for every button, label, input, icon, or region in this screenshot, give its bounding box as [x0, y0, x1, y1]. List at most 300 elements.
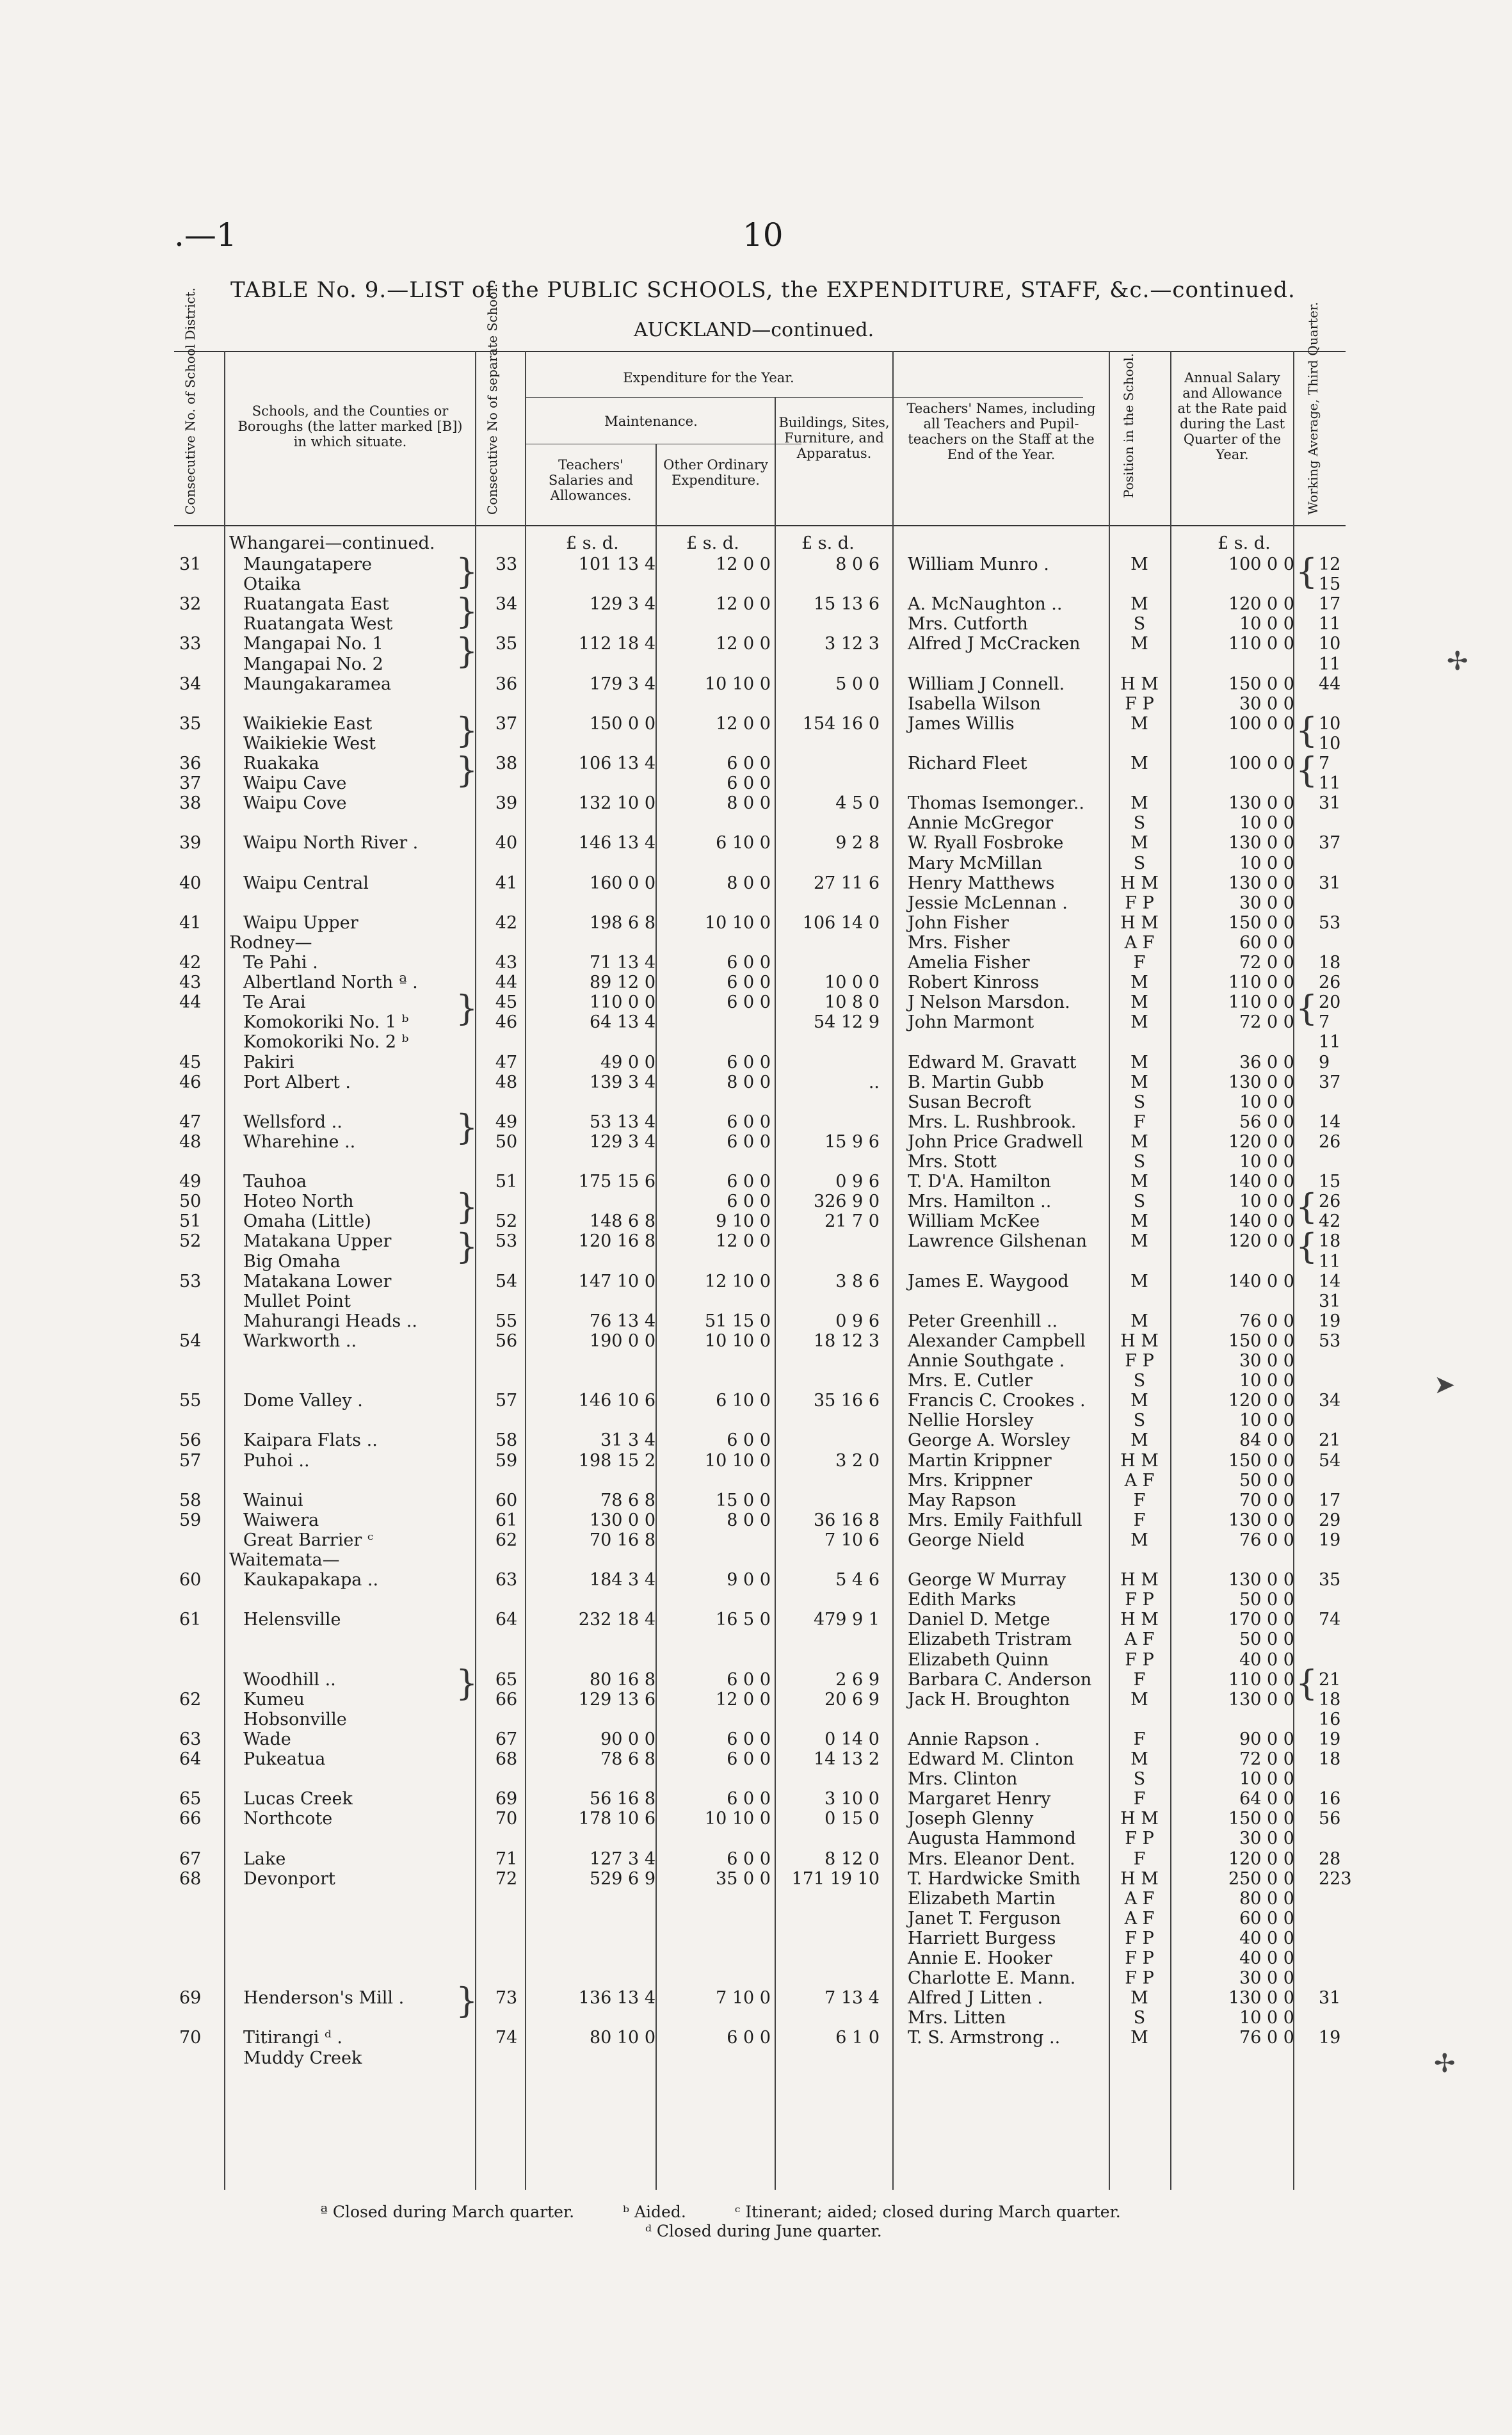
teachers-salaries-value: 130 0 0: [589, 1510, 655, 1530]
teacher-name: Mrs. Krippner: [908, 1470, 1033, 1491]
footnote-d: ᵈ Closed during June quarter.: [645, 2222, 882, 2240]
brace-icon: }: [456, 710, 478, 750]
other-expenditure-value: 8 0 0: [727, 793, 771, 814]
teacher-name: Mrs. Cutforth: [908, 614, 1028, 635]
header-working-average: Working Average, Third Quarter.: [1305, 302, 1321, 515]
separate-school-no: 43: [495, 953, 518, 973]
table-row: [174, 1411, 1346, 1430]
annual-salary-value: 150 0 0: [1228, 912, 1294, 933]
table-row: [174, 1789, 1346, 1809]
annual-salary-value: 40 0 0: [1239, 1928, 1294, 1948]
page-number: 10: [743, 216, 784, 254]
position-value: F P: [1125, 1649, 1154, 1670]
annual-salary-value: 80 0 0: [1239, 1888, 1294, 1909]
margin-mark-icon: ✢: [1434, 2049, 1456, 2078]
teacher-name: Charlotte E. Mann.: [908, 1968, 1076, 1989]
page-reference: .—1: [174, 216, 237, 254]
teacher-name: W. Ryall Fosbroke: [908, 833, 1064, 853]
position-value: S: [1133, 1152, 1146, 1172]
school-name: Mangapai No. 2: [243, 654, 383, 674]
other-expenditure-value: 12 0 0: [716, 554, 771, 574]
position-value: M: [1130, 1052, 1148, 1072]
position-value: F P: [1125, 1351, 1154, 1371]
annual-salary-value: 50 0 0: [1239, 1630, 1294, 1650]
teachers-salaries-value: 178 10 6: [578, 1809, 655, 1829]
school-name: Ruatangata East: [243, 594, 389, 615]
annual-salary-value: 10 0 0: [1239, 1769, 1294, 1790]
table-row: [174, 1909, 1346, 1929]
school-name: Lake: [243, 1848, 286, 1869]
other-expenditure-value: 6 0 0: [727, 1112, 771, 1132]
buildings-value: 7 10 6: [824, 1530, 880, 1550]
school-name: Wainui: [243, 1490, 303, 1510]
teacher-name: Annie McGregor: [908, 813, 1054, 834]
teachers-salaries-value: 190 0 0: [589, 1331, 655, 1351]
teachers-salaries-value: 184 3 4: [589, 1570, 655, 1590]
table-row: [174, 1710, 1346, 1729]
separate-school-no: 71: [495, 1848, 518, 1869]
teacher-name: John Fisher: [908, 912, 1009, 933]
separate-school-no: 44: [495, 973, 518, 993]
annual-salary-value: 10 0 0: [1239, 614, 1294, 635]
position-value: A F: [1124, 1630, 1155, 1650]
position-value: M: [1130, 1271, 1148, 1291]
school-name: Puhoi ..: [243, 1450, 310, 1471]
separate-school-no: 54: [495, 1271, 518, 1291]
working-average-value: 56: [1319, 1809, 1341, 1829]
separate-school-no: 38: [495, 754, 518, 773]
school-district-no: 48: [179, 1131, 202, 1152]
teachers-salaries-value: 146 13 4: [578, 833, 655, 853]
buildings-value: 3 8 6: [835, 1271, 880, 1291]
working-average-value: 37: [1319, 1072, 1341, 1092]
buildings-value: 14 13 2: [813, 1749, 880, 1769]
school-name: Big Omaha: [243, 1251, 341, 1272]
school-district-no: 53: [179, 1271, 202, 1291]
other-expenditure-value: 6 0 0: [727, 1172, 771, 1192]
table-row: [174, 1749, 1346, 1769]
teacher-name: Jessie McLennan .: [908, 893, 1068, 913]
annual-salary-value: 60 0 0: [1239, 1908, 1294, 1929]
school-district-no: 40: [179, 873, 202, 893]
annual-salary-value: 10 0 0: [1239, 1192, 1294, 1212]
margin-mark-icon: ✢: [1447, 647, 1468, 676]
position-value: F P: [1125, 1829, 1154, 1849]
annual-salary-value: 120 0 0: [1228, 1231, 1294, 1252]
position-value: S: [1133, 1092, 1146, 1112]
working-average-value: 17: [1319, 594, 1341, 615]
teachers-salaries-value: 90 0 0: [600, 1729, 655, 1749]
position-value: M: [1130, 1749, 1148, 1769]
position-value: M: [1130, 793, 1148, 814]
table-row: [174, 1650, 1346, 1670]
school-name: Mangapai No. 1: [243, 634, 383, 654]
working-average-value: 11: [1319, 1251, 1341, 1272]
separate-school-no: 62: [495, 1530, 518, 1550]
teachers-salaries-value: 78 6 8: [600, 1749, 655, 1769]
school-district-no: 68: [179, 1868, 202, 1889]
working-average-value: 31: [1319, 1988, 1341, 2009]
school-name: Pakiri: [243, 1052, 294, 1072]
working-average-value: 54: [1319, 1450, 1341, 1471]
school-district-no: 62: [179, 1689, 202, 1710]
brace-icon: }: [456, 551, 478, 592]
brace-icon: {: [1296, 1663, 1318, 1703]
other-expenditure-value: 6 10 0: [716, 833, 771, 853]
teacher-name: Alfred J Litten .: [908, 1988, 1043, 2009]
school-name: Woodhill ..: [243, 1669, 336, 1690]
table-row: [174, 913, 1346, 933]
teachers-salaries-value: 150 0 0: [589, 713, 655, 734]
teacher-name: Barbara C. Anderson: [908, 1669, 1092, 1690]
other-expenditure-value: 8 0 0: [727, 873, 771, 893]
table-row: [174, 873, 1346, 893]
position-value: M: [1130, 1430, 1148, 1451]
annual-salary-value: 130 0 0: [1228, 1072, 1294, 1092]
teacher-name: Annie E. Hooker: [908, 1948, 1052, 1968]
teachers-salaries-value: 175 15 6: [578, 1172, 655, 1192]
position-value: F: [1133, 1112, 1146, 1132]
school-name: Kumeu: [243, 1689, 305, 1710]
separate-school-no: 51: [495, 1172, 518, 1192]
table-row: [174, 1610, 1346, 1630]
position-value: H M: [1120, 1570, 1159, 1590]
teachers-salaries-value: 129 13 6: [578, 1689, 655, 1710]
table-row: [174, 1072, 1346, 1092]
table-row: [174, 1132, 1346, 1152]
working-average-value: 14: [1319, 1112, 1341, 1132]
position-value: H M: [1120, 1809, 1159, 1829]
brace-icon: }: [456, 1226, 478, 1266]
teachers-salaries-value: 198 15 2: [578, 1450, 655, 1471]
table-row: [174, 893, 1346, 913]
school-district-no: 63: [179, 1729, 202, 1749]
table-row: [174, 1948, 1346, 1968]
brace-icon: {: [1296, 1186, 1318, 1227]
working-average-value: 10: [1319, 733, 1341, 754]
teachers-salaries-value: 56 16 8: [589, 1789, 655, 1809]
annual-salary-value: 30 0 0: [1239, 693, 1294, 714]
teachers-salaries-value: 148 6 8: [589, 1211, 655, 1232]
table-row: [174, 1510, 1346, 1530]
position-value: F: [1133, 953, 1146, 973]
header-teachers-salaries: Teachers' Salaries and Allowances.: [548, 457, 634, 503]
separate-school-no: 56: [495, 1331, 518, 1351]
teacher-name: Joseph Glenny: [908, 1809, 1034, 1829]
school-district-no: 33: [179, 634, 202, 654]
school-name: Northcote: [243, 1809, 333, 1829]
position-value: A F: [1124, 1908, 1155, 1929]
separate-school-no: 67: [495, 1729, 518, 1749]
buildings-value: 18 12 3: [813, 1331, 880, 1351]
other-expenditure-value: 8 0 0: [727, 1510, 771, 1530]
separate-school-no: 55: [495, 1311, 518, 1331]
school-name: Helensville: [243, 1610, 341, 1630]
annual-salary-value: 130 0 0: [1228, 1570, 1294, 1590]
separate-school-no: 33: [495, 554, 518, 574]
position-value: M: [1130, 1012, 1148, 1033]
position-value: S: [1133, 813, 1146, 834]
working-average-value: 19: [1319, 1729, 1341, 1749]
working-average-value: 21: [1319, 1430, 1341, 1451]
annual-salary-value: 120 0 0: [1228, 1391, 1294, 1411]
position-value: F P: [1125, 1948, 1154, 1968]
table-row: [174, 614, 1346, 634]
annual-salary-value: 130 0 0: [1228, 1689, 1294, 1710]
teachers-salaries-value: 80 16 8: [589, 1669, 655, 1690]
buildings-value: 20 6 9: [824, 1689, 880, 1710]
working-average-value: 28: [1319, 1848, 1341, 1869]
school-name: Waipu Upper: [243, 912, 358, 933]
teacher-name: William Munro .: [908, 554, 1049, 574]
teacher-name: Elizabeth Quinn: [908, 1649, 1049, 1670]
brace-icon: }: [456, 1186, 478, 1227]
working-average-value: 16: [1319, 1709, 1341, 1729]
table-row: [174, 2048, 1346, 2068]
footnotes: [320, 2203, 1121, 2241]
separate-school-no: 64: [495, 1610, 518, 1630]
annual-salary-value: 10 0 0: [1239, 1371, 1294, 1391]
table-row: [174, 1053, 1346, 1072]
school-district-no: 36: [179, 754, 202, 773]
annual-salary-value: 110 0 0: [1228, 634, 1294, 654]
school-name: Port Albert .: [243, 1072, 351, 1092]
school-name: Mahurangi Heads ..: [243, 1311, 417, 1331]
working-average-value: 7: [1319, 754, 1330, 773]
position-value: S: [1133, 614, 1146, 635]
other-expenditure-value: 10 10 0: [704, 674, 771, 694]
school-district-no: 44: [179, 992, 202, 1013]
position-value: M: [1130, 992, 1148, 1013]
buildings-value: 6 1 0: [835, 2028, 880, 2048]
separate-school-no: 65: [495, 1669, 518, 1690]
buildings-value: 27 11 6: [813, 873, 880, 893]
teachers-salaries-value: 78 6 8: [600, 1490, 655, 1510]
buildings-value: 3 12 3: [824, 634, 880, 654]
position-value: H M: [1120, 674, 1159, 694]
table-row: [174, 1430, 1346, 1450]
table-row: [174, 2008, 1346, 2028]
annual-salary-value: 130 0 0: [1228, 1988, 1294, 2009]
section-whangarei: Whangarei—continued.: [229, 533, 435, 553]
teacher-name: George A. Worsley: [908, 1430, 1071, 1451]
teachers-salaries-value: 80 10 0: [589, 2028, 655, 2048]
separate-school-no: 73: [495, 1988, 518, 2009]
brace-icon: }: [456, 1107, 478, 1147]
annual-salary-value: 150 0 0: [1228, 1809, 1294, 1829]
teacher-name: Isabella Wilson: [908, 693, 1041, 714]
school-name: Waikiekie East: [243, 713, 373, 734]
position-value: M: [1130, 594, 1148, 615]
annual-salary-value: 10 0 0: [1239, 853, 1294, 873]
other-expenditure-value: 9 0 0: [727, 1570, 771, 1590]
header-separate-school: Consecutive No of separate School.: [485, 283, 500, 515]
annual-salary-value: 100 0 0: [1228, 754, 1294, 773]
school-name: Wellsford ..: [243, 1112, 342, 1132]
annual-salary-value: 10 0 0: [1239, 1411, 1294, 1431]
table-row: [174, 1491, 1346, 1510]
position-value: M: [1130, 1172, 1148, 1192]
teacher-name: T. S. Armstrong ..: [908, 2028, 1061, 2048]
table-subtitle: AUCKLAND—continued.: [634, 319, 874, 341]
other-expenditure-value: 6 0 0: [727, 1848, 771, 1869]
table-row: [174, 574, 1346, 594]
other-expenditure-value: 6 0 0: [727, 1052, 771, 1072]
school-district-no: 59: [179, 1510, 202, 1530]
teachers-salaries-value: 179 3 4: [589, 674, 655, 694]
other-expenditure-value: 6 0 0: [727, 1430, 771, 1451]
table-row: [174, 1929, 1346, 1948]
position-value: A F: [1124, 1888, 1155, 1909]
school-district-no: 41: [179, 912, 202, 933]
separate-school-no: 37: [495, 713, 518, 734]
teacher-name: Mrs. Clinton: [908, 1769, 1018, 1790]
working-average-value: 31: [1319, 1291, 1341, 1311]
school-district-no: 66: [179, 1809, 202, 1829]
separate-school-no: 60: [495, 1490, 518, 1510]
position-value: H M: [1120, 912, 1159, 933]
buildings-value: 479 9 1: [813, 1610, 880, 1630]
school-name: Kaukapakapa ..: [243, 1570, 379, 1590]
table-row: [174, 1769, 1346, 1789]
annual-salary-value: 150 0 0: [1228, 1450, 1294, 1471]
annual-salary-value: 10 0 0: [1239, 1092, 1294, 1112]
position-value: H M: [1120, 1868, 1159, 1889]
annual-salary-value: 170 0 0: [1228, 1610, 1294, 1630]
school-district-no: 65: [179, 1789, 202, 1809]
table-row: [174, 594, 1346, 614]
working-average-value: 35: [1319, 1570, 1341, 1590]
table-row: [174, 1311, 1346, 1331]
position-value: S: [1133, 2008, 1146, 2028]
school-name: Omaha (Little): [243, 1211, 371, 1232]
annual-salary-value: 76 0 0: [1239, 2028, 1294, 2048]
separate-school-no: 41: [495, 873, 518, 893]
teacher-name: Mrs. Litten: [908, 2008, 1006, 2028]
position-value: F P: [1125, 693, 1154, 714]
teacher-name: William J Connell.: [908, 674, 1065, 694]
buildings-value: 0 9 6: [835, 1172, 880, 1192]
separate-school-no: 53: [495, 1231, 518, 1252]
position-value: M: [1130, 754, 1148, 773]
units-teachers-salaries: £ s. d.: [566, 533, 619, 553]
separate-school-no: 35: [495, 634, 518, 654]
annual-salary-value: 72 0 0: [1239, 953, 1294, 973]
teacher-name: Mary McMillan: [908, 853, 1043, 873]
table-row: [174, 1729, 1346, 1749]
buildings-value: 4 5 0: [835, 793, 880, 814]
teacher-name: Mrs. Fisher: [908, 932, 1010, 953]
table-row: [174, 2028, 1346, 2048]
buildings-value: 36 16 8: [813, 1510, 880, 1530]
teachers-salaries-value: 31 3 4: [600, 1430, 655, 1451]
other-expenditure-value: 6 0 0: [727, 1749, 771, 1769]
table-row: [174, 1530, 1346, 1550]
other-expenditure-value: 10 10 0: [704, 1331, 771, 1351]
teacher-name: Mrs. Eleanor Dent.: [908, 1848, 1075, 1869]
table-row: [174, 1272, 1346, 1291]
school-name: Matakana Lower: [243, 1271, 392, 1291]
teacher-name: William McKee: [908, 1211, 1040, 1232]
position-value: M: [1130, 634, 1148, 654]
other-expenditure-value: 12 0 0: [716, 713, 771, 734]
school-district-no: 55: [179, 1391, 202, 1411]
teachers-salaries-value: 112 18 4: [578, 634, 655, 654]
annual-salary-value: 110 0 0: [1228, 1669, 1294, 1690]
buildings-value: 0 9 6: [835, 1311, 880, 1331]
header-consecutive-no: Consecutive No. of School District.: [182, 287, 198, 515]
annual-salary-value: 100 0 0: [1228, 554, 1294, 574]
position-value: H M: [1120, 1450, 1159, 1471]
table-row: [174, 1829, 1346, 1848]
separate-school-no: 36: [495, 674, 518, 694]
separate-school-no: 47: [495, 1052, 518, 1072]
other-expenditure-value: 6 0 0: [727, 973, 771, 993]
working-average-value: 11: [1319, 773, 1341, 794]
working-average-value: 53: [1319, 912, 1341, 933]
other-expenditure-value: 7 10 0: [716, 1988, 771, 2009]
annual-salary-value: 250 0 0: [1228, 1868, 1294, 1889]
table-row: [174, 1351, 1346, 1371]
school-district-no: 34: [179, 674, 202, 694]
separate-school-no: 66: [495, 1689, 518, 1710]
position-value: M: [1130, 2028, 1148, 2048]
footnote-c: ᶜ Itinerant; aided; closed during March quarter.: [734, 2203, 1121, 2221]
other-expenditure-value: 6 0 0: [727, 1192, 771, 1212]
school-district-no: 50: [179, 1192, 202, 1212]
teacher-name: Jack H. Broughton: [908, 1689, 1070, 1710]
brace-icon: }: [456, 750, 478, 790]
table-title: TABLE No. 9.—LIST of the PUBLIC SCHOOLS, the EXPENDITURE, STAFF, &c.—continued.: [230, 277, 1296, 303]
other-expenditure-value: 6 0 0: [727, 2028, 771, 2048]
position-value: F: [1133, 1729, 1146, 1749]
school-name: Tauhoa: [243, 1172, 307, 1192]
teachers-salaries-value: 198 6 8: [589, 912, 655, 933]
working-average-value: 26: [1319, 1131, 1341, 1152]
working-average-value: 19: [1319, 1530, 1341, 1550]
header-position: Position in the School.: [1121, 353, 1136, 498]
annual-salary-value: 70 0 0: [1239, 1490, 1294, 1510]
table-row: [174, 1868, 1352, 1889]
units-other-expenditure: £ s. d.: [686, 533, 739, 553]
table-row: [174, 953, 1346, 973]
position-value: M: [1130, 1689, 1148, 1710]
teacher-name: Alexander Campbell: [908, 1331, 1086, 1351]
separate-school-no: 34: [495, 594, 518, 615]
teachers-salaries-value: 132 10 0: [578, 793, 655, 814]
position-value: A F: [1124, 932, 1155, 953]
working-average-value: 14: [1319, 1271, 1341, 1291]
teacher-name: T. Hardwicke Smith: [908, 1868, 1081, 1889]
buildings-value: 106 14 0: [802, 912, 880, 933]
position-value: M: [1130, 1391, 1148, 1411]
table-row: [174, 654, 1346, 674]
separate-school-no: 61: [495, 1510, 518, 1530]
table-row: [174, 1849, 1346, 1869]
school-district-no: 43: [179, 973, 202, 993]
annual-salary-value: 110 0 0: [1228, 992, 1294, 1013]
school-name: Waipu North River .: [243, 833, 419, 853]
teacher-name: Annie Rapson .: [908, 1729, 1040, 1749]
school-district-no: 37: [179, 773, 202, 794]
school-district-no: 52: [179, 1231, 202, 1252]
separate-school-no: 46: [495, 1012, 518, 1033]
working-average-value: 18: [1319, 1231, 1341, 1252]
school-name: Ruakaka: [243, 754, 319, 773]
school-name: Waikiekie West: [243, 733, 376, 754]
school-name: Waitemata—: [229, 1550, 340, 1570]
annual-salary-value: 130 0 0: [1228, 1510, 1294, 1530]
